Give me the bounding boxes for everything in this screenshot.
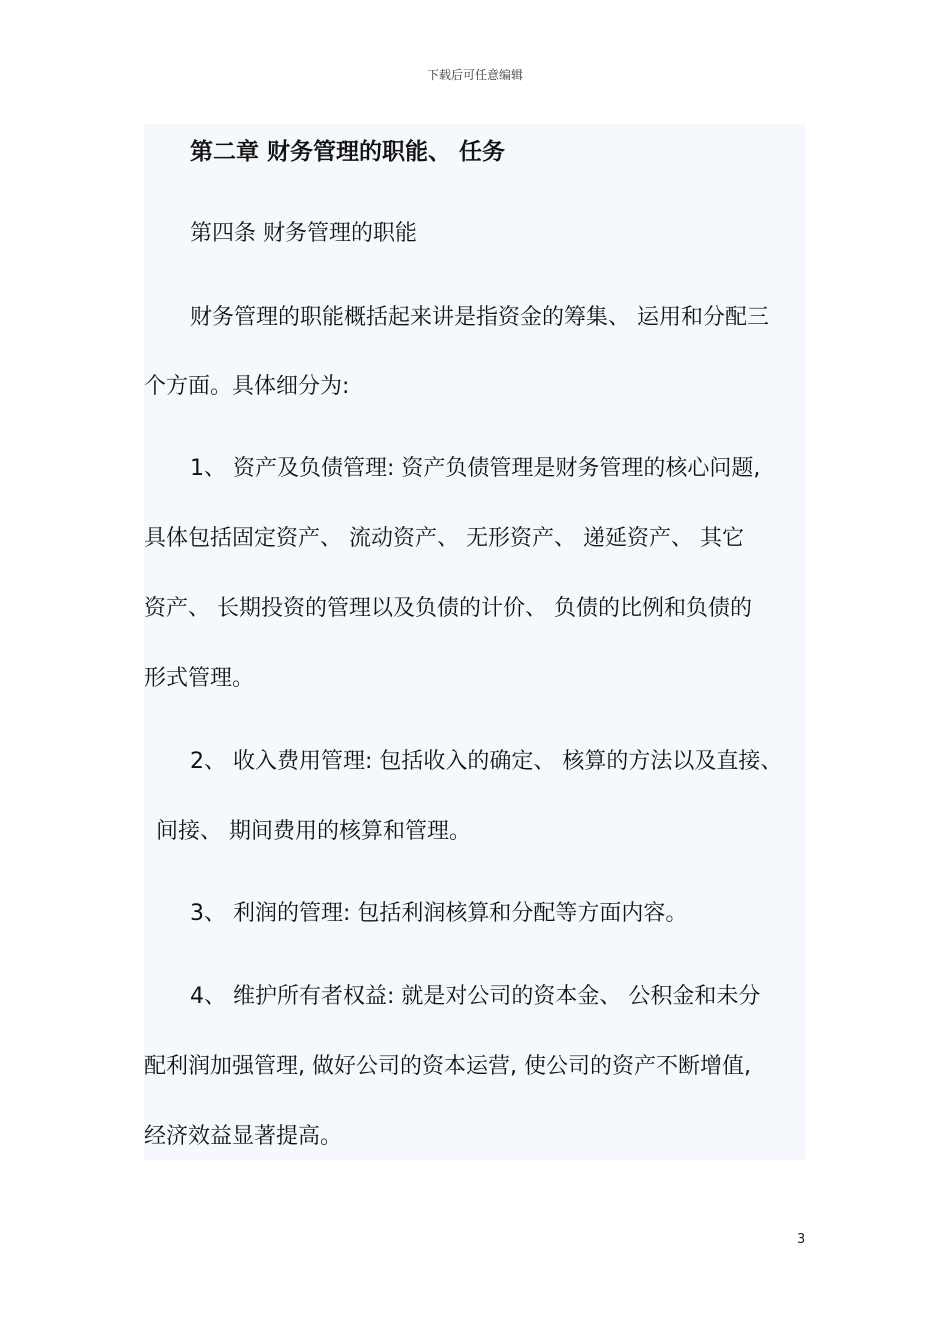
paragraph-line: 具体包括固定资产、 流动资产、 无形资产、 递延资产、 其它	[144, 526, 744, 551]
paragraph-line: 财务管理的职能概括起来讲是指资金的筹集、 运用和分配三	[190, 305, 769, 330]
paragraph-line: 2、 收入费用管理: 包括收入的确定、 核算的方法以及直接、	[190, 749, 783, 774]
paragraph-line: 1、 资产及负债管理: 资产负债管理是财务管理的核心问题,	[190, 456, 761, 481]
paragraph-line: 间接、 期间费用的核算和管理。	[156, 819, 471, 844]
chapter-title: 第二章 财务管理的职能、 任务	[190, 139, 506, 165]
paragraph-line: 4、 维护所有者权益: 就是对公司的资本金、 公积金和未分	[190, 984, 761, 1009]
paragraph-line: 资产、 长期投资的管理以及负债的计价、 负债的比例和负债的	[144, 596, 752, 621]
paragraph-line: 个方面。具体细分为:	[144, 374, 350, 399]
paragraph-line: 经济效益显著提高。	[144, 1124, 343, 1149]
page-number: 3	[797, 1232, 806, 1247]
article-title: 第四条 财务管理的职能	[190, 221, 417, 246]
paragraph-line: 配利润加强管理, 做好公司的资本运营, 使公司的资产不断增值,	[144, 1054, 751, 1079]
page-header-note: 下载后可任意编辑	[426, 68, 523, 82]
paragraph-line: 3、 利润的管理: 包括利润核算和分配等方面内容。	[190, 901, 688, 926]
paragraph-line: 形式管理。	[144, 666, 255, 691]
